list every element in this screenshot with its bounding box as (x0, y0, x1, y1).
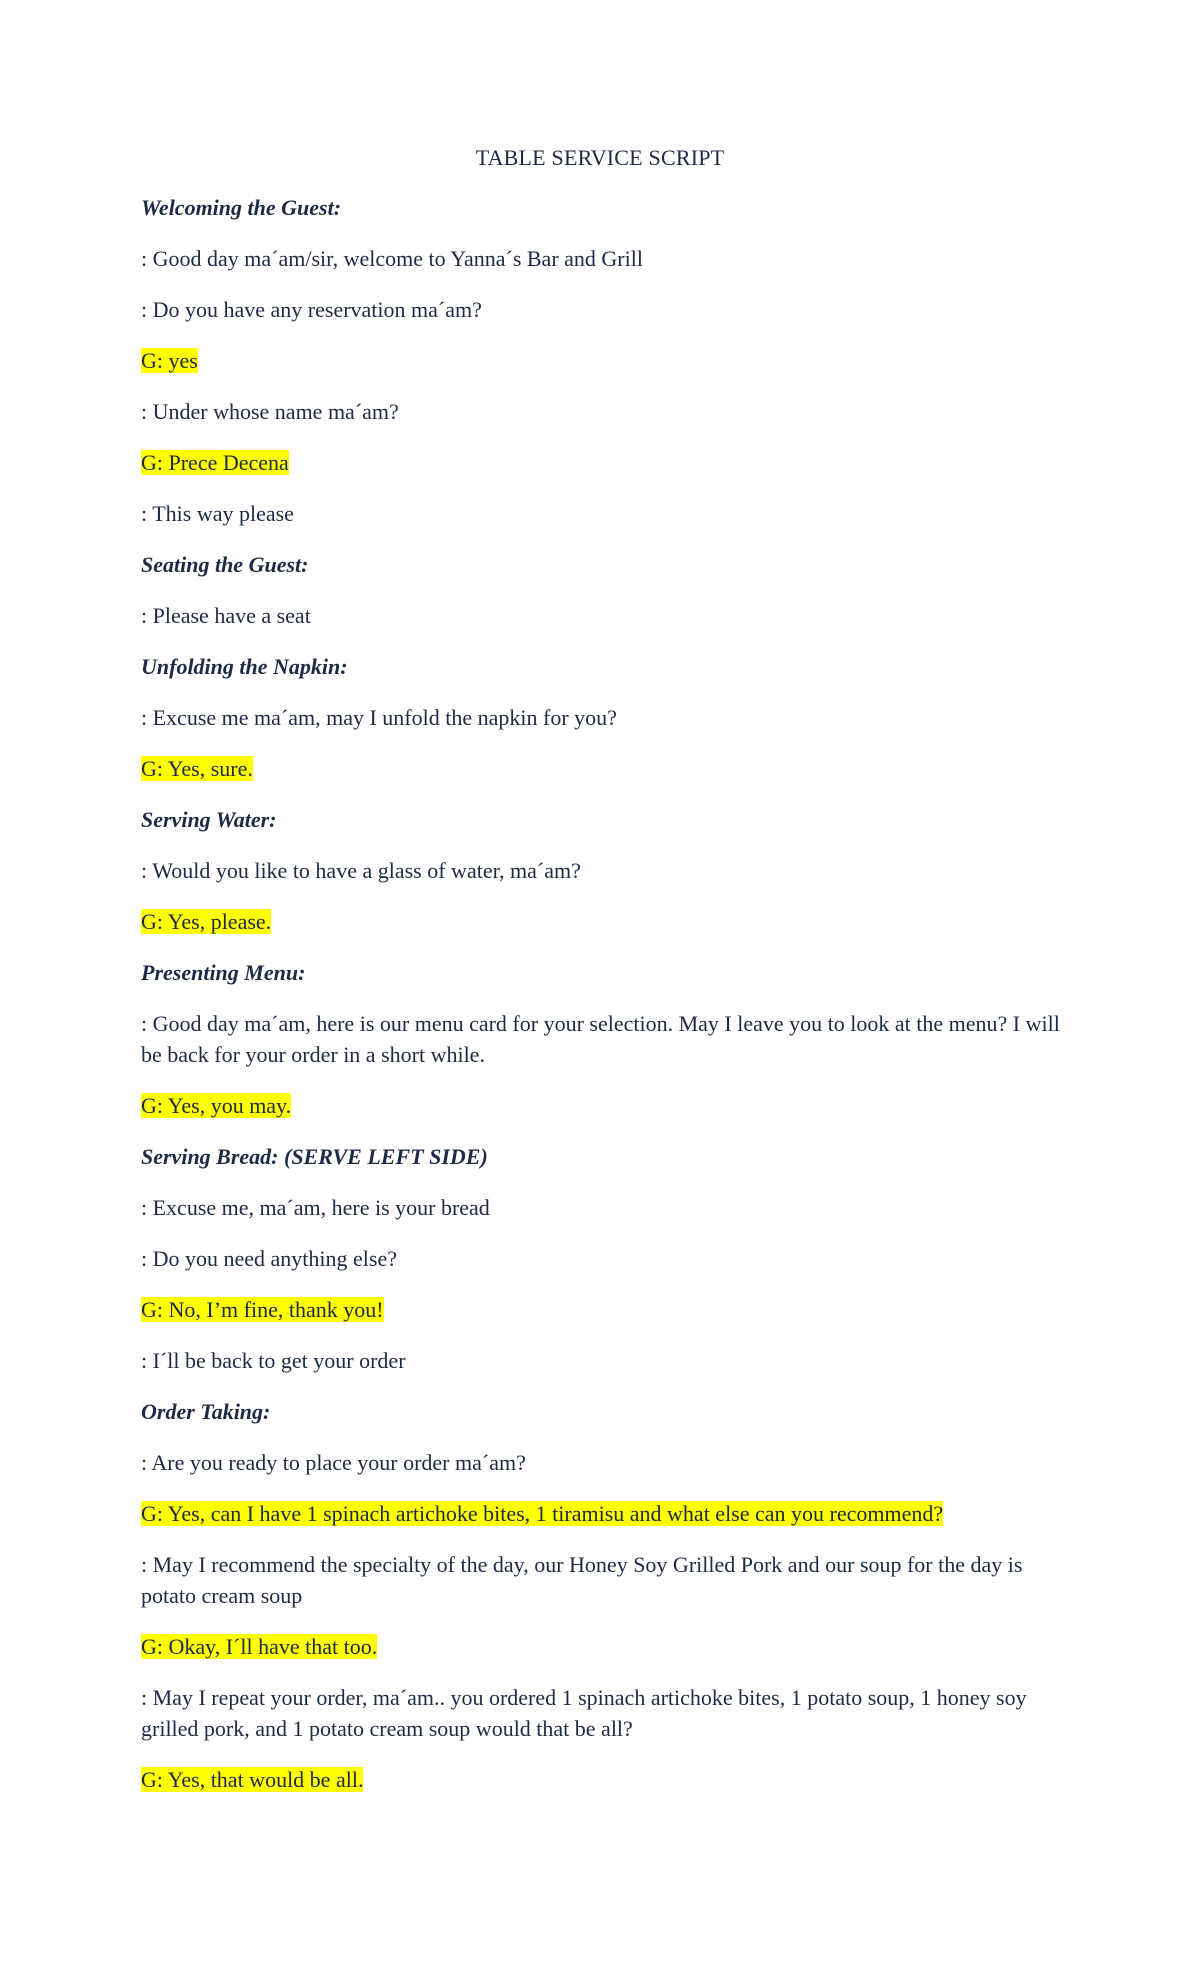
staff-line: : Please have a seat (141, 603, 311, 628)
staff-line: : May I repeat your order, ma´am.. you ordered 1 spinach artichoke bites, 1 potato soup, 1 honey soy grilled pork, and 1 potato cream soup would that be all? (141, 1685, 1027, 1741)
guest-line (141, 447, 1061, 478)
guest-line (141, 345, 1061, 376)
guest-line (141, 753, 1061, 784)
staff-line: : Do you have any reservation ma´am? (141, 297, 482, 322)
section-heading-order: Order Taking: (141, 1399, 271, 1424)
guest-line (141, 906, 1061, 937)
staff-line: : Excuse me, ma´am, here is your bread (141, 1195, 490, 1220)
section-heading-welcoming: Welcoming the Guest: (141, 195, 342, 220)
section-heading-menu: Presenting Menu: (141, 960, 306, 985)
script-body (141, 192, 1061, 1815)
guest-line-highlight: G: Okay, I´ll have that too. (141, 1634, 378, 1659)
guest-line (141, 1631, 1061, 1662)
section-heading-bread: Serving Bread: (SERVE LEFT SIDE) (141, 1144, 488, 1169)
guest-line (141, 1498, 1061, 1529)
section-heading-seating: Seating the Guest: (141, 552, 309, 577)
guest-line-highlight: G: yes (141, 348, 198, 373)
staff-line: : Would you like to have a glass of water, ma´am? (141, 858, 581, 883)
section-heading-napkin: Unfolding the Napkin: (141, 654, 348, 679)
page-title: TABLE SERVICE SCRIPT (475, 145, 725, 170)
guest-line-highlight: G: No, I’m fine, thank you! (141, 1297, 384, 1322)
staff-line: : Do you need anything else? (141, 1246, 397, 1271)
staff-line: : Are you ready to place your order ma´am? (141, 1450, 526, 1475)
staff-line: : Excuse me ma´am, may I unfold the napkin for you? (141, 705, 617, 730)
guest-line-highlight: G: Yes, please. (141, 909, 272, 934)
staff-line: : Good day ma´am/sir, welcome to Yanna´s Bar and Grill (141, 246, 643, 271)
guest-line (141, 1764, 1061, 1795)
guest-line-highlight: G: Yes, can I have 1 spinach artichoke bites, 1 tiramisu and what else can you recommend? (141, 1501, 944, 1526)
guest-line-highlight: G: Yes, you may. (141, 1093, 292, 1118)
guest-line-highlight: G: Yes, that would be all. (141, 1767, 364, 1792)
staff-line: : Under whose name ma´am? (141, 399, 399, 424)
guest-line (141, 1294, 1061, 1325)
staff-line: : May I recommend the specialty of the day, our Honey Soy Grilled Pork and our soup for the day is potato cream soup (141, 1552, 1023, 1608)
staff-line: : I´ll be back to get your order (141, 1348, 406, 1373)
guest-line-highlight: G: Prece Decena (141, 450, 289, 475)
staff-line: : This way please (141, 501, 294, 526)
staff-line: : Good day ma´am, here is our menu card for your selection. May I leave you to look at the menu? I will be back for your order in a short while. (141, 1011, 1060, 1067)
section-heading-water: Serving Water: (141, 807, 277, 832)
guest-line-highlight: G: Yes, sure. (141, 756, 253, 781)
guest-line (141, 1090, 1061, 1121)
